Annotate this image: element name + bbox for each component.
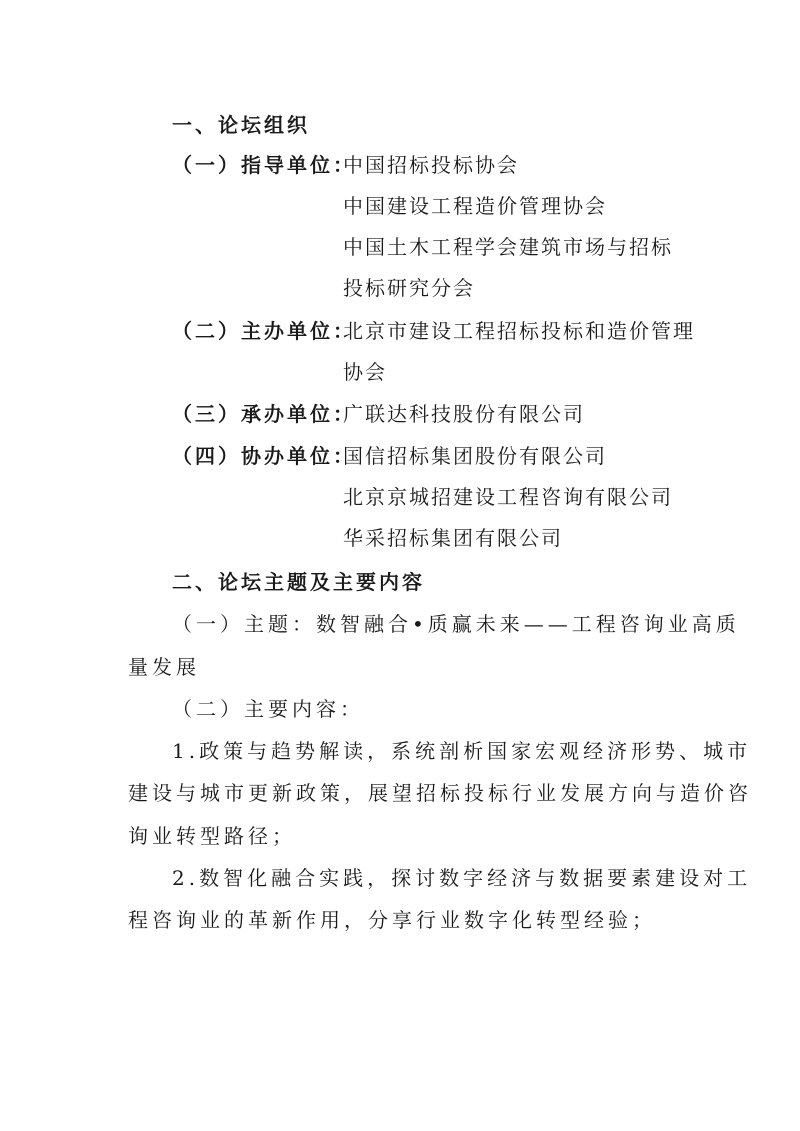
guiding-unit-line-2: 中国建设工程造价管理协会 bbox=[343, 194, 607, 218]
host-unit-line-2: 协会 bbox=[343, 360, 387, 384]
content-item-1-line-2: 建设与城市更新政策，展望招标投标行业发展方向与造价咨 bbox=[128, 781, 752, 805]
organizer-unit-line-1: 广联达科技股份有限公司 bbox=[343, 402, 585, 426]
co-organizer-unit-line-2: 北京京城招建设工程咨询有限公司 bbox=[343, 485, 673, 509]
co-organizer-unit-line-1: 国信招标集团股份有限公司 bbox=[343, 444, 607, 468]
guiding-unit-label: （一）指导单位： bbox=[172, 153, 356, 177]
content-item-2-line-2: 程咨询业的革新作用，分享行业数字化转型经验； bbox=[128, 908, 656, 932]
guiding-unit-line-4: 投标研究分会 bbox=[343, 276, 475, 300]
content-item-2-line-1: 2.数智化融合实践，探讨数字经济与数据要素建设对工 bbox=[172, 866, 752, 890]
section-1-heading: 一、论坛组织 bbox=[172, 113, 310, 137]
host-unit-line-1: 北京市建设工程招标投标和造价管理 bbox=[343, 319, 695, 343]
co-organizer-unit-label: （四）协办单位： bbox=[172, 444, 356, 468]
organizer-unit-label: （三）承办单位： bbox=[172, 402, 356, 426]
section-2-heading: 二、论坛主题及主要内容 bbox=[172, 570, 425, 594]
co-organizer-unit-line-3: 华采招标集团有限公司 bbox=[343, 526, 563, 550]
guiding-unit-line-3: 中国土木工程学会建筑市场与招标 bbox=[343, 235, 673, 259]
theme-line-1: （一）主题：数智融合•质赢未来——工程咨询业高质 bbox=[172, 612, 740, 636]
host-unit-label: （二）主办单位： bbox=[172, 319, 356, 343]
theme-line-2: 量发展 bbox=[128, 655, 200, 679]
content-item-1-line-1: 1.政策与趋势解读，系统剖析国家宏观经济形势、城市 bbox=[172, 739, 752, 763]
guiding-unit-line-1: 中国招标投标协会 bbox=[343, 153, 519, 177]
main-content-heading: （二）主要内容： bbox=[172, 697, 364, 721]
content-item-1-line-3: 询业转型路径； bbox=[128, 824, 296, 848]
